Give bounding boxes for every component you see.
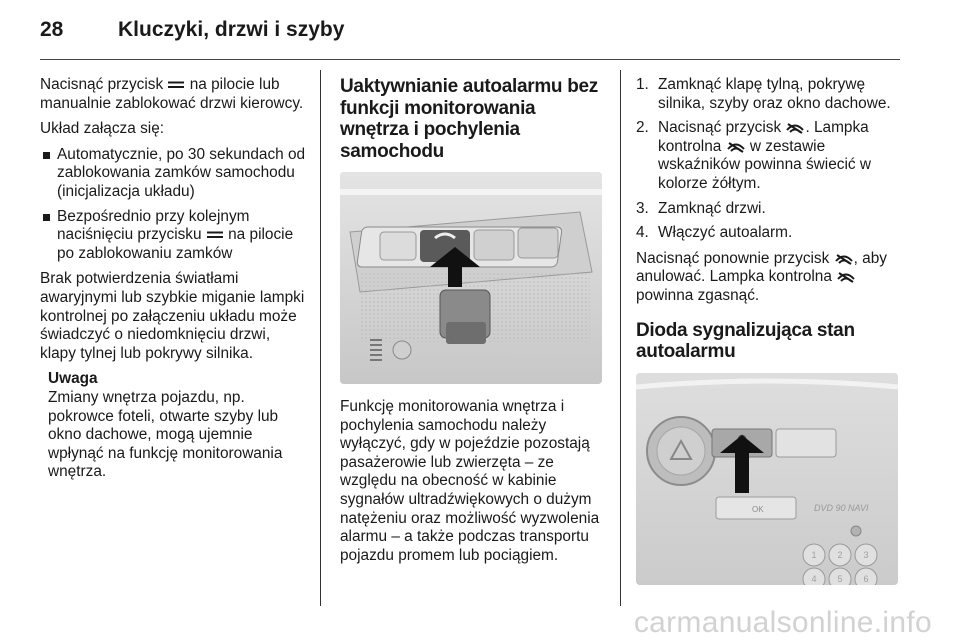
watermark: carmanualsonline.info xyxy=(633,606,932,639)
lock-button-icon xyxy=(206,230,224,240)
radio-model-label: DVD 90 NAVI xyxy=(814,502,869,513)
note-text: Zmiany wnętrza pojazdu, np. pokrowce foteli, otwarte szyby lub okno dachowe, mogą ujemnie wpłynąć na funkcję monitorowania wnętrza. xyxy=(48,388,283,481)
alarm-led-image xyxy=(636,373,898,585)
interior-monitoring-off-icon xyxy=(785,122,805,134)
key-label: 6 xyxy=(863,573,869,584)
lock-button-icon xyxy=(167,80,185,90)
interior-monitoring-off-icon xyxy=(836,271,856,283)
list-item: Automatycznie, po 30 sekundach od zablokowania zamków samochodu (inicjalizacja układu) xyxy=(40,146,306,202)
key-label: 3 xyxy=(863,549,869,560)
column-divider-2 xyxy=(620,70,621,606)
paragraph-monitoring: Funkcję monitorowania wnętrza i pochylenia samochodu należy wyłączyć, gdy w pojeździe pozostają pasażerowie lub zwierzęta – ze względu na obecność w kabinie sygnałów ultradźwiękowych o dużym natężeniu oraz możliwość wyzwolenia alarmu – a także podczas transportu pojazdu promem lub pociągiem. xyxy=(340,398,600,564)
key-label: 2 xyxy=(837,549,843,560)
interior-monitoring-off-icon xyxy=(726,141,746,153)
list-item: 3. Zamknąć drzwi. xyxy=(636,199,766,217)
list-item: 2. Nacisnąć przycisk . Lampka kontrolna w zestawie wskaźników powinna świecić w kolorze żółtym. xyxy=(636,119,871,192)
roof-console-image xyxy=(340,172,602,384)
paragraph-system-activates: Układ załącza się: xyxy=(40,120,165,138)
header-rule xyxy=(40,59,900,60)
key-label: 1 xyxy=(811,549,817,560)
column-3 xyxy=(636,76,906,585)
key-label: 4 xyxy=(811,573,817,584)
section-heading-led: Dioda sygnalizująca stan autoalarmu xyxy=(636,319,855,363)
paragraph-cancel: Nacisnąć ponownie przycisk , aby anulować. Lampka kontrolna powinna zgasnąć. xyxy=(636,249,887,304)
ok-button-label: OK xyxy=(752,504,764,514)
column-divider-1 xyxy=(320,70,321,606)
interior-monitoring-off-icon xyxy=(834,253,854,265)
list-item: 1. Zamknąć klapę tylną, pokrywę silnika, szyby oraz okno dachowe. xyxy=(636,76,891,112)
page-title: Kluczyki, drzwi i szyby xyxy=(118,18,345,41)
list-item: Bezpośrednio przy kolejnym naciśnięciu przycisku na pilocie po zablokowaniu zamków xyxy=(40,208,306,264)
list-item: 4. Włączyć autoalarm. xyxy=(636,224,793,242)
activation-list xyxy=(40,146,306,264)
paragraph-lock: Nacisnąć przycisk na pilocie lub manualnie zablokować drzwi kierowcy. xyxy=(40,76,304,112)
note-box xyxy=(40,370,306,482)
section-heading: Uaktywnianie autoalarmu bez funkcji monitorowania wnętrza i pochylenia samochodu xyxy=(340,76,598,162)
note-title: Uwaga xyxy=(48,370,98,388)
page-header xyxy=(40,18,344,50)
steps-list xyxy=(636,76,906,243)
column-2 xyxy=(340,76,608,572)
page-number: 28 xyxy=(40,18,64,41)
paragraph-no-confirmation: Brak potwierdzenia światłami awaryjnymi lub szybkie miganie lampki kontrolnej po załączeniu układu może świadczyć o niedomknięciu drzwi, klapy tylnej lub pokrywy silnika. xyxy=(40,270,305,362)
column-1 xyxy=(40,76,306,482)
key-label: 5 xyxy=(837,573,843,584)
